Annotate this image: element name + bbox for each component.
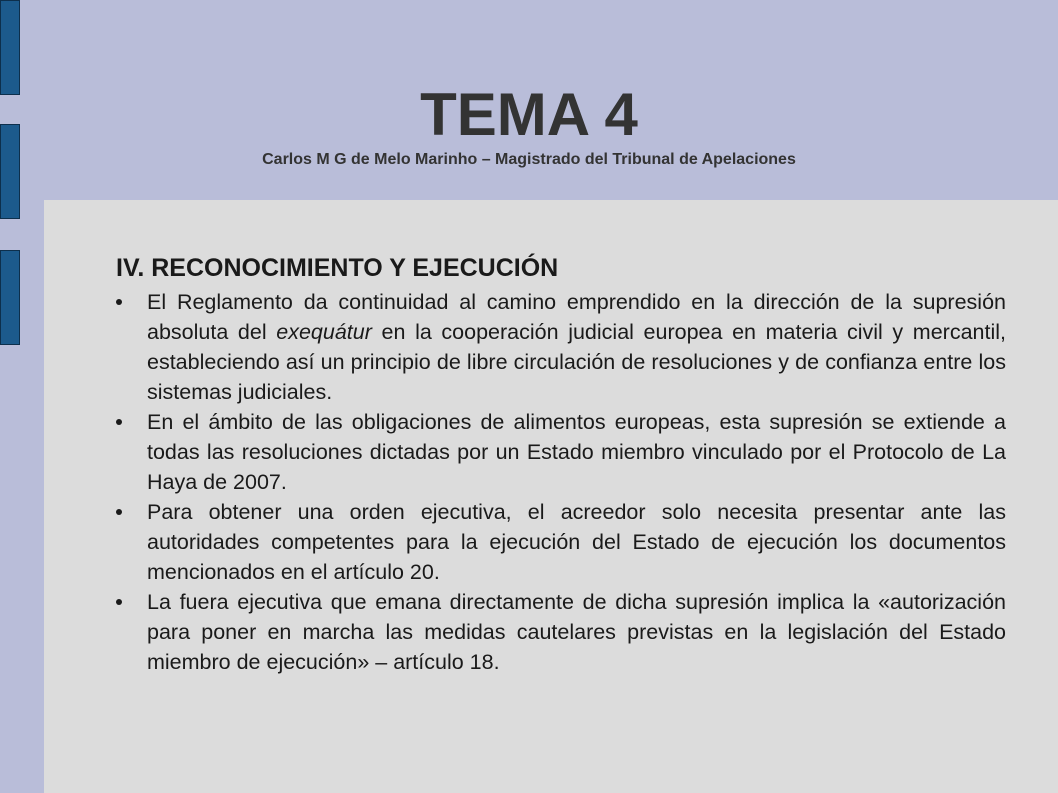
bullet-emphasis: exequátur (276, 320, 372, 344)
bullet-dot-icon (116, 419, 122, 425)
bullet-item (116, 587, 1006, 677)
bullet-dot-icon (116, 299, 122, 305)
bullet-text: El Reglamento da continuidad al camino emprendido en la dirección de la supresión absoluta del (147, 290, 1006, 344)
bullet-text: Para obtener una orden ejecutiva, el acreedor solo necesita presentar ante las autoridades competentes para la ejecución del Estado de ejecución los documentos mencionados en el artículo 20. (147, 500, 1006, 584)
bullet-list (116, 287, 1006, 677)
slide-subtitle: Carlos M G de Melo Marinho – Magistrado del Tribunal de Apelaciones (262, 151, 796, 168)
side-bar-bottom (0, 250, 20, 345)
bullet-text-end: en la cooperación judicial europea en materia civil y mercantil, estableciendo así un principio de libre circulación de resoluciones y de confianza entre los sistemas judiciales. (147, 320, 1006, 404)
section-heading: IV. RECONOCIMIENTO Y EJECUCIÓN (116, 254, 559, 282)
bullet-dot-icon (116, 599, 122, 605)
bullet-item (116, 287, 1006, 407)
slide-title: TEMA 4 (420, 81, 638, 148)
bullet-dot-icon (116, 509, 122, 515)
bullet-item (116, 407, 1006, 497)
bullet-text: La fuera ejecutiva que emana directamente de dicha supresión implica la «autorización para poner en marcha las medidas cautelares previstas en la legislación del Estado miembro de ejecución» – artículo 18. (147, 590, 1006, 674)
bullet-text: En el ámbito de las obligaciones de alimentos europeas, esta supresión se extiende a todas las resoluciones dictadas por un Estado miembro vinculado por el Protocolo de La Haya de 2007. (147, 410, 1006, 494)
bullet-item (116, 497, 1006, 587)
